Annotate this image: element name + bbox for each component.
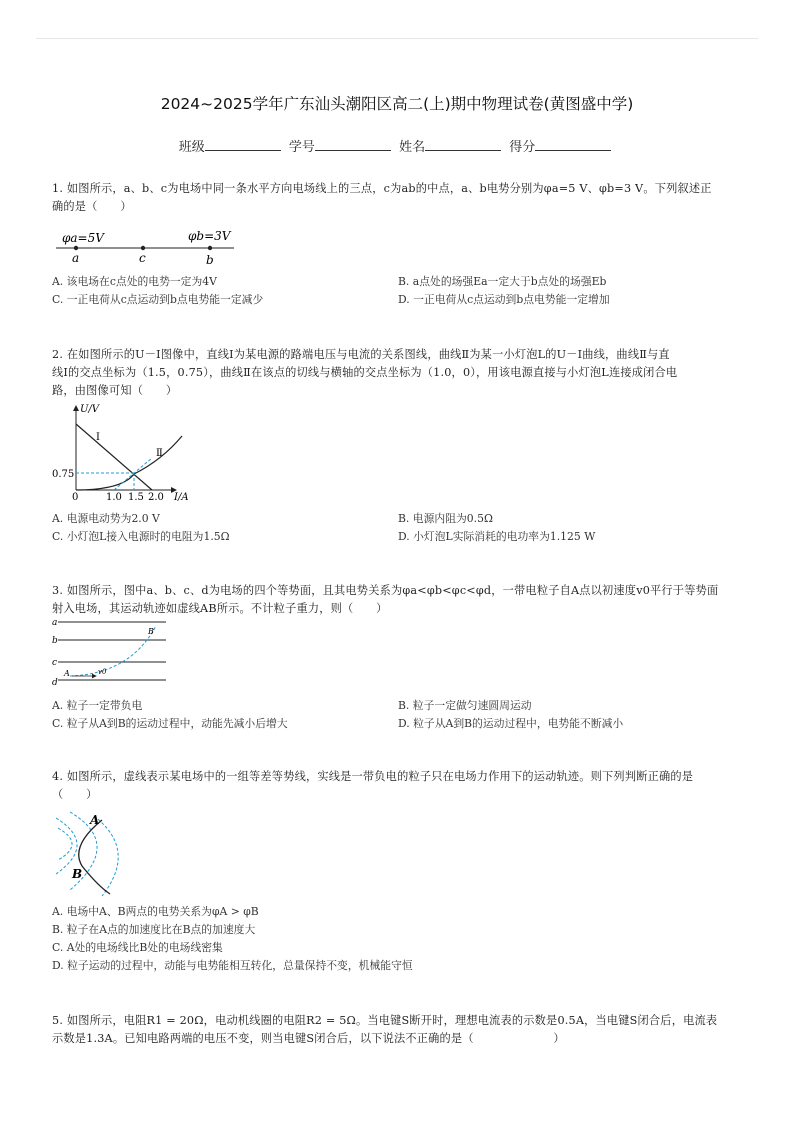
q1-point-b <box>208 246 212 250</box>
q2-stem <box>52 346 752 400</box>
q2-option-d[interactable]: D. 小灯泡L实际消耗的电功率为1.125 W <box>398 530 596 543</box>
q3-stem-line1: 3. 如图所示，图中a、b、c、d为电场的四个等势面，且其电势关系为φa<φb<φc<φd，一带电粒子自A点以初速度v0平行于等势面 <box>52 584 719 597</box>
name-field-blank[interactable] <box>425 138 501 151</box>
q2-tick-20: 2.0 <box>148 492 164 503</box>
q4-stem-line2: （ ） <box>52 788 98 801</box>
q3-label-v0: v0 <box>98 668 107 676</box>
q1-stem <box>52 180 752 216</box>
q4-figure <box>52 810 132 898</box>
q3-stem <box>52 582 752 618</box>
q3-label-a: a <box>52 618 58 628</box>
q2-option-c[interactable]: C. 小灯泡L接入电源时的电阻为1.5Ω <box>52 530 230 543</box>
q2-tick-0: 0 <box>72 492 79 503</box>
q5-stem-line1: 5. 如图所示，电阻R1 = 20Ω，电动机线圈的电阻R2 = 5Ω。当电键S断开时，理想电流表的示数是0.5A，当电键S闭合后，电流表 <box>52 1014 718 1027</box>
q3-option-d[interactable]: D. 粒子从A到B的运动过程中，电势能不断减小 <box>398 717 624 730</box>
q3-label-B: B <box>148 627 154 636</box>
q2-ylabel: U/V <box>80 404 100 415</box>
q3-label-d: d <box>52 678 58 688</box>
q5-stem <box>52 1012 752 1048</box>
q2-curve-II <box>76 436 182 490</box>
q2-line-I <box>76 424 152 490</box>
q1-option-c[interactable]: C. 一正电荷从c点运动到b点电势能一定减少 <box>52 293 264 306</box>
q4-label-A: A <box>90 813 100 827</box>
q4-label-B: B <box>72 867 83 881</box>
q2-tick-075: 0.75 <box>52 469 75 480</box>
score-field-label: 得分 <box>509 140 536 155</box>
q3-figure <box>52 616 172 688</box>
q1-phi-a-label: φa=5V <box>62 231 104 245</box>
q3-trajectory <box>70 626 156 676</box>
q2-stem-line3: 路，由图像可知（ ） <box>52 384 178 397</box>
class-field-blank[interactable] <box>205 138 281 151</box>
q1-point-c <box>141 246 145 250</box>
q4-option-d[interactable]: D. 粒子运动的过程中，动能与电势能相互转化，总量保持不变，机械能守恒 <box>52 959 413 972</box>
q2-option-a[interactable]: A. 电源电动势为2.0 V <box>52 512 160 525</box>
q2-tick-10: 1.0 <box>106 492 122 503</box>
name-field-label: 姓名 <box>399 140 426 155</box>
q1-stem-line1: 1. 如图所示，a、b、c为电场中同一条水平方向电场线上的三点，c为ab的中点，a、b电势分别为φa=5 V、φb=3 V。下列叙述正 <box>52 182 712 195</box>
q3-label-c: c <box>52 658 58 668</box>
q1-option-b[interactable]: B. a点处的场强Ea一定大于b点处的场强Eb <box>398 275 607 288</box>
q4-stem-line1: 4. 如图所示，虚线表示某电场中的一组等差等势线，实线是一带负电的粒子只在电场力作用下的运动轨迹。则下列判断正确的是 <box>52 770 694 783</box>
q1-point-a <box>74 246 78 250</box>
q4-equipotential-2 <box>56 818 77 874</box>
q1-b-label: b <box>206 253 214 267</box>
q2-xlabel: I/A <box>174 492 189 503</box>
q3-option-c[interactable]: C. 粒子从A到B的运动过程中，动能先减小后增大 <box>52 717 288 730</box>
q2-line-I-label: Ⅰ <box>96 432 100 443</box>
class-field-label: 班级 <box>178 140 205 155</box>
q1-option-a[interactable]: A. 该电场在c点处的电势一定为4V <box>52 275 217 288</box>
q2-curve-II-label: Ⅱ <box>156 448 163 459</box>
q3-label-A: A <box>64 669 70 678</box>
id-field-label: 学号 <box>288 140 315 155</box>
q1-a-label: a <box>72 251 80 265</box>
q4-trajectory <box>79 820 110 894</box>
score-field-blank[interactable] <box>535 138 611 151</box>
q1-figure <box>52 226 242 268</box>
q4-option-a[interactable]: A. 电场中A、B两点的电势关系为φA > φB <box>52 905 259 918</box>
page-title: 2024~2025学年广东汕头潮阳区高二(上)期中物理试卷(黄图盛中学) <box>160 95 634 113</box>
student-info-row <box>0 136 794 155</box>
q4-stem <box>52 768 752 804</box>
q1-c-label: c <box>139 251 146 265</box>
top-divider <box>36 38 758 39</box>
q1-stem-line2: 确的是（ ） <box>52 200 132 213</box>
q2-stem-line2: 线Ⅰ的交点坐标为（1.5，0.75），曲线Ⅱ在该点的切线与横轴的交点坐标为（1.0，0），用该电源直接与小灯泡L连接成闭合电 <box>52 366 678 379</box>
q2-tick-15: 1.5 <box>128 492 144 503</box>
q3-option-b[interactable]: B. 粒子一定做匀速圆周运动 <box>398 699 532 712</box>
q4-option-b[interactable]: B. 粒子在A点的加速度比在B点的加速度大 <box>52 923 256 936</box>
q4-equipotential-1 <box>58 828 72 860</box>
q2-stem-line1: 2. 在如图所示的U－I图像中，直线Ⅰ为某电源的路端电压与电流的关系图线，曲线Ⅱ为某一小灯泡L的U－I曲线，曲线Ⅱ与直 <box>52 348 670 361</box>
q1-phi-b-label: φb=3V <box>188 229 231 243</box>
id-field-blank[interactable] <box>315 138 391 151</box>
q2-graph <box>52 400 202 506</box>
q1-option-d[interactable]: D. 一正电荷从c点运动到b点电势能一定增加 <box>398 293 610 306</box>
q5-stem-line2: 示数是1.3A。已知电路两端的电压不变，则当电键S闭合后，以下说法不正确的是（ ） <box>52 1032 565 1045</box>
q3-option-a[interactable]: A. 粒子一定带负电 <box>52 699 143 712</box>
q3-stem-line2: 射入电场，其运动轨迹如虚线AB所示。不计粒子重力，则（ ） <box>52 602 388 615</box>
q3-label-b: b <box>52 636 58 646</box>
q2-option-b[interactable]: B. 电源内阻为0.5Ω <box>398 512 493 525</box>
q4-option-c[interactable]: C. A处的电场线比B处的电场线密集 <box>52 941 223 954</box>
